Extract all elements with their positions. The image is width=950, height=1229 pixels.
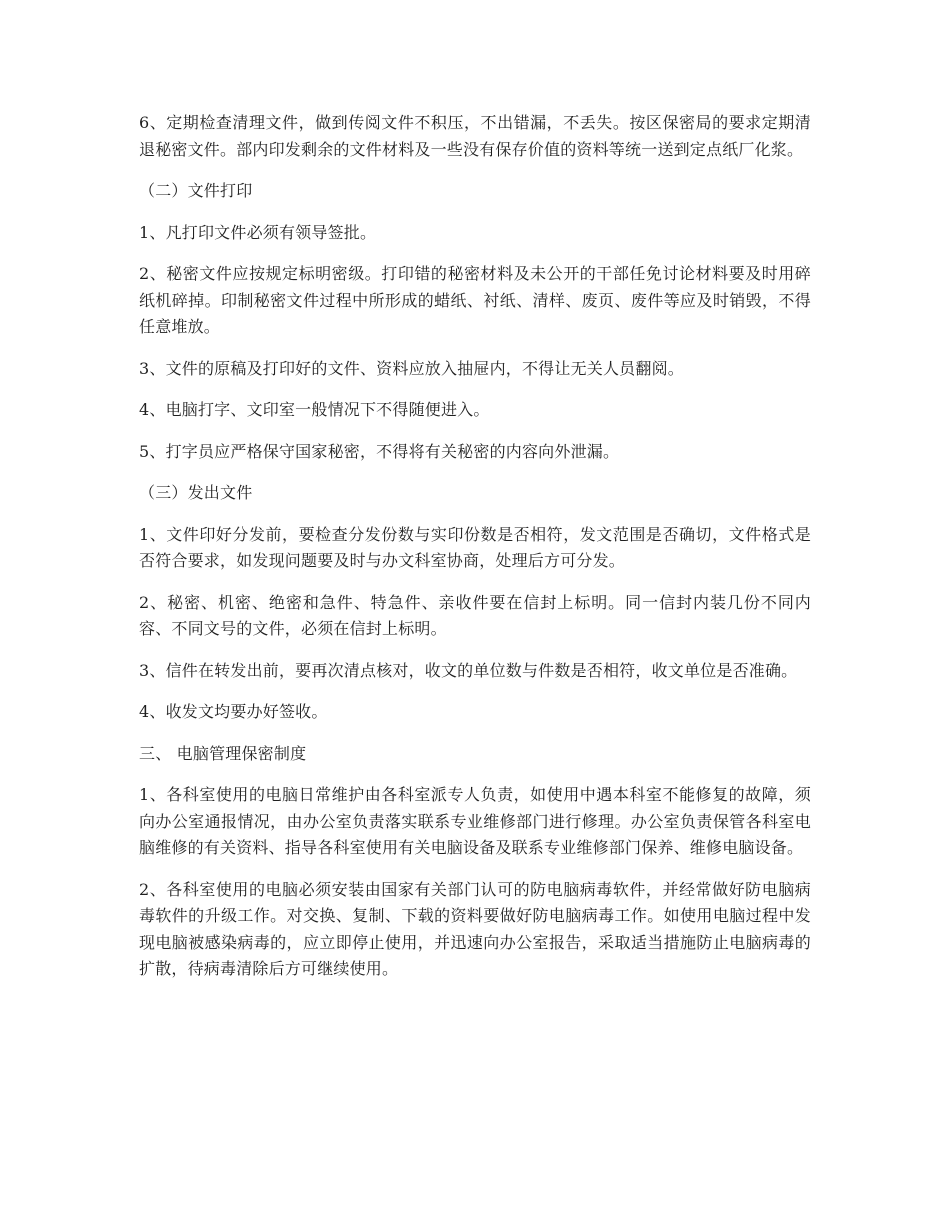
para-print-2: 2、秘密文件应按规定标明密级。打印错的秘密材料及未公开的干部任免讨论材料要及时用碎纸机碎掉。印制秘密文件过程中所形成的蜡纸、衬纸、清样、废页、废件等应及时销毁，不得任意堆放。 xyxy=(139,264,811,336)
para-send-2: 2、秘密、机密、绝密和急件、特急件、亲收件要在信封上标明。同一信封内装几份不同内容、不同文号的文件，必须在信封上标明。 xyxy=(139,592,811,638)
para-print-5: 5、打字员应严格保守国家秘密，不得将有关秘密的内容向外泄漏。 xyxy=(139,441,620,461)
heading-file-printing: （二）文件打印 xyxy=(139,181,253,200)
para-send-3: 3、信件在转发出前，要再次清点核对，收文的单位数与件数是否相符，收文单位是否准确。 xyxy=(139,660,798,680)
para-print-4: 4、电脑打字、文印室一般情况下不得随便进入。 xyxy=(139,400,490,419)
para-print-1: 1、凡打印文件必须有领导签批。 xyxy=(139,222,377,242)
para-send-4: 4、收发文均要办好签收。 xyxy=(139,702,328,721)
para-print-3: 3、文件的原稿及打印好的文件、资料应放入抽屉内，不得让无关人员翻阅。 xyxy=(139,358,684,378)
document-body xyxy=(139,110,811,998)
para-computer-2: 2、各科室使用的电脑必须安装由国家有关部门认可的防电脑病毒软件，并经常做好防电脑病毒软件的升级工作。对交换、复制、下载的资料要做好防电脑病毒工作。如使用电脑过程中发现电脑被感染病毒的，应立即停止使用，并迅速向办公室报告，采取适当措施防止电脑病毒的扩散，待病毒清除后方可继续使用。 xyxy=(139,879,811,978)
para-computer-1: 1、各科室使用的电脑日常维护由各科室派专人负责，如使用中遇本科室不能修复的故障，须向办公室通报情况，由办公室负责落实联系专业维修部门进行修理。办公室负责保管各科室电脑维修的有关资料、指导各科室使用有关电脑设备及联系专业维修部门保养、维修电脑设备。 xyxy=(139,785,811,857)
heading-sending-files: （三）发出文件 xyxy=(139,483,253,502)
para-6-check-clean-files: 6、定期检查清理文件，做到传阅文件不积压，不出错漏，不丢失。按区保密局的要求定期清退秘密文件。部内印发剩余的文件材料及一些没有保存价值的资料等统一送到定点纸厂化浆。 xyxy=(139,113,811,159)
para-send-1: 1、文件印好分发前，要检查分发份数与实印份数是否相符，发文范围是否确切，文件格式是否符合要求，如发现问题要及时与办文科室协商，处理后方可分发。 xyxy=(139,524,811,570)
heading-computer-security: 三、 电脑管理保密制度 xyxy=(139,743,307,763)
